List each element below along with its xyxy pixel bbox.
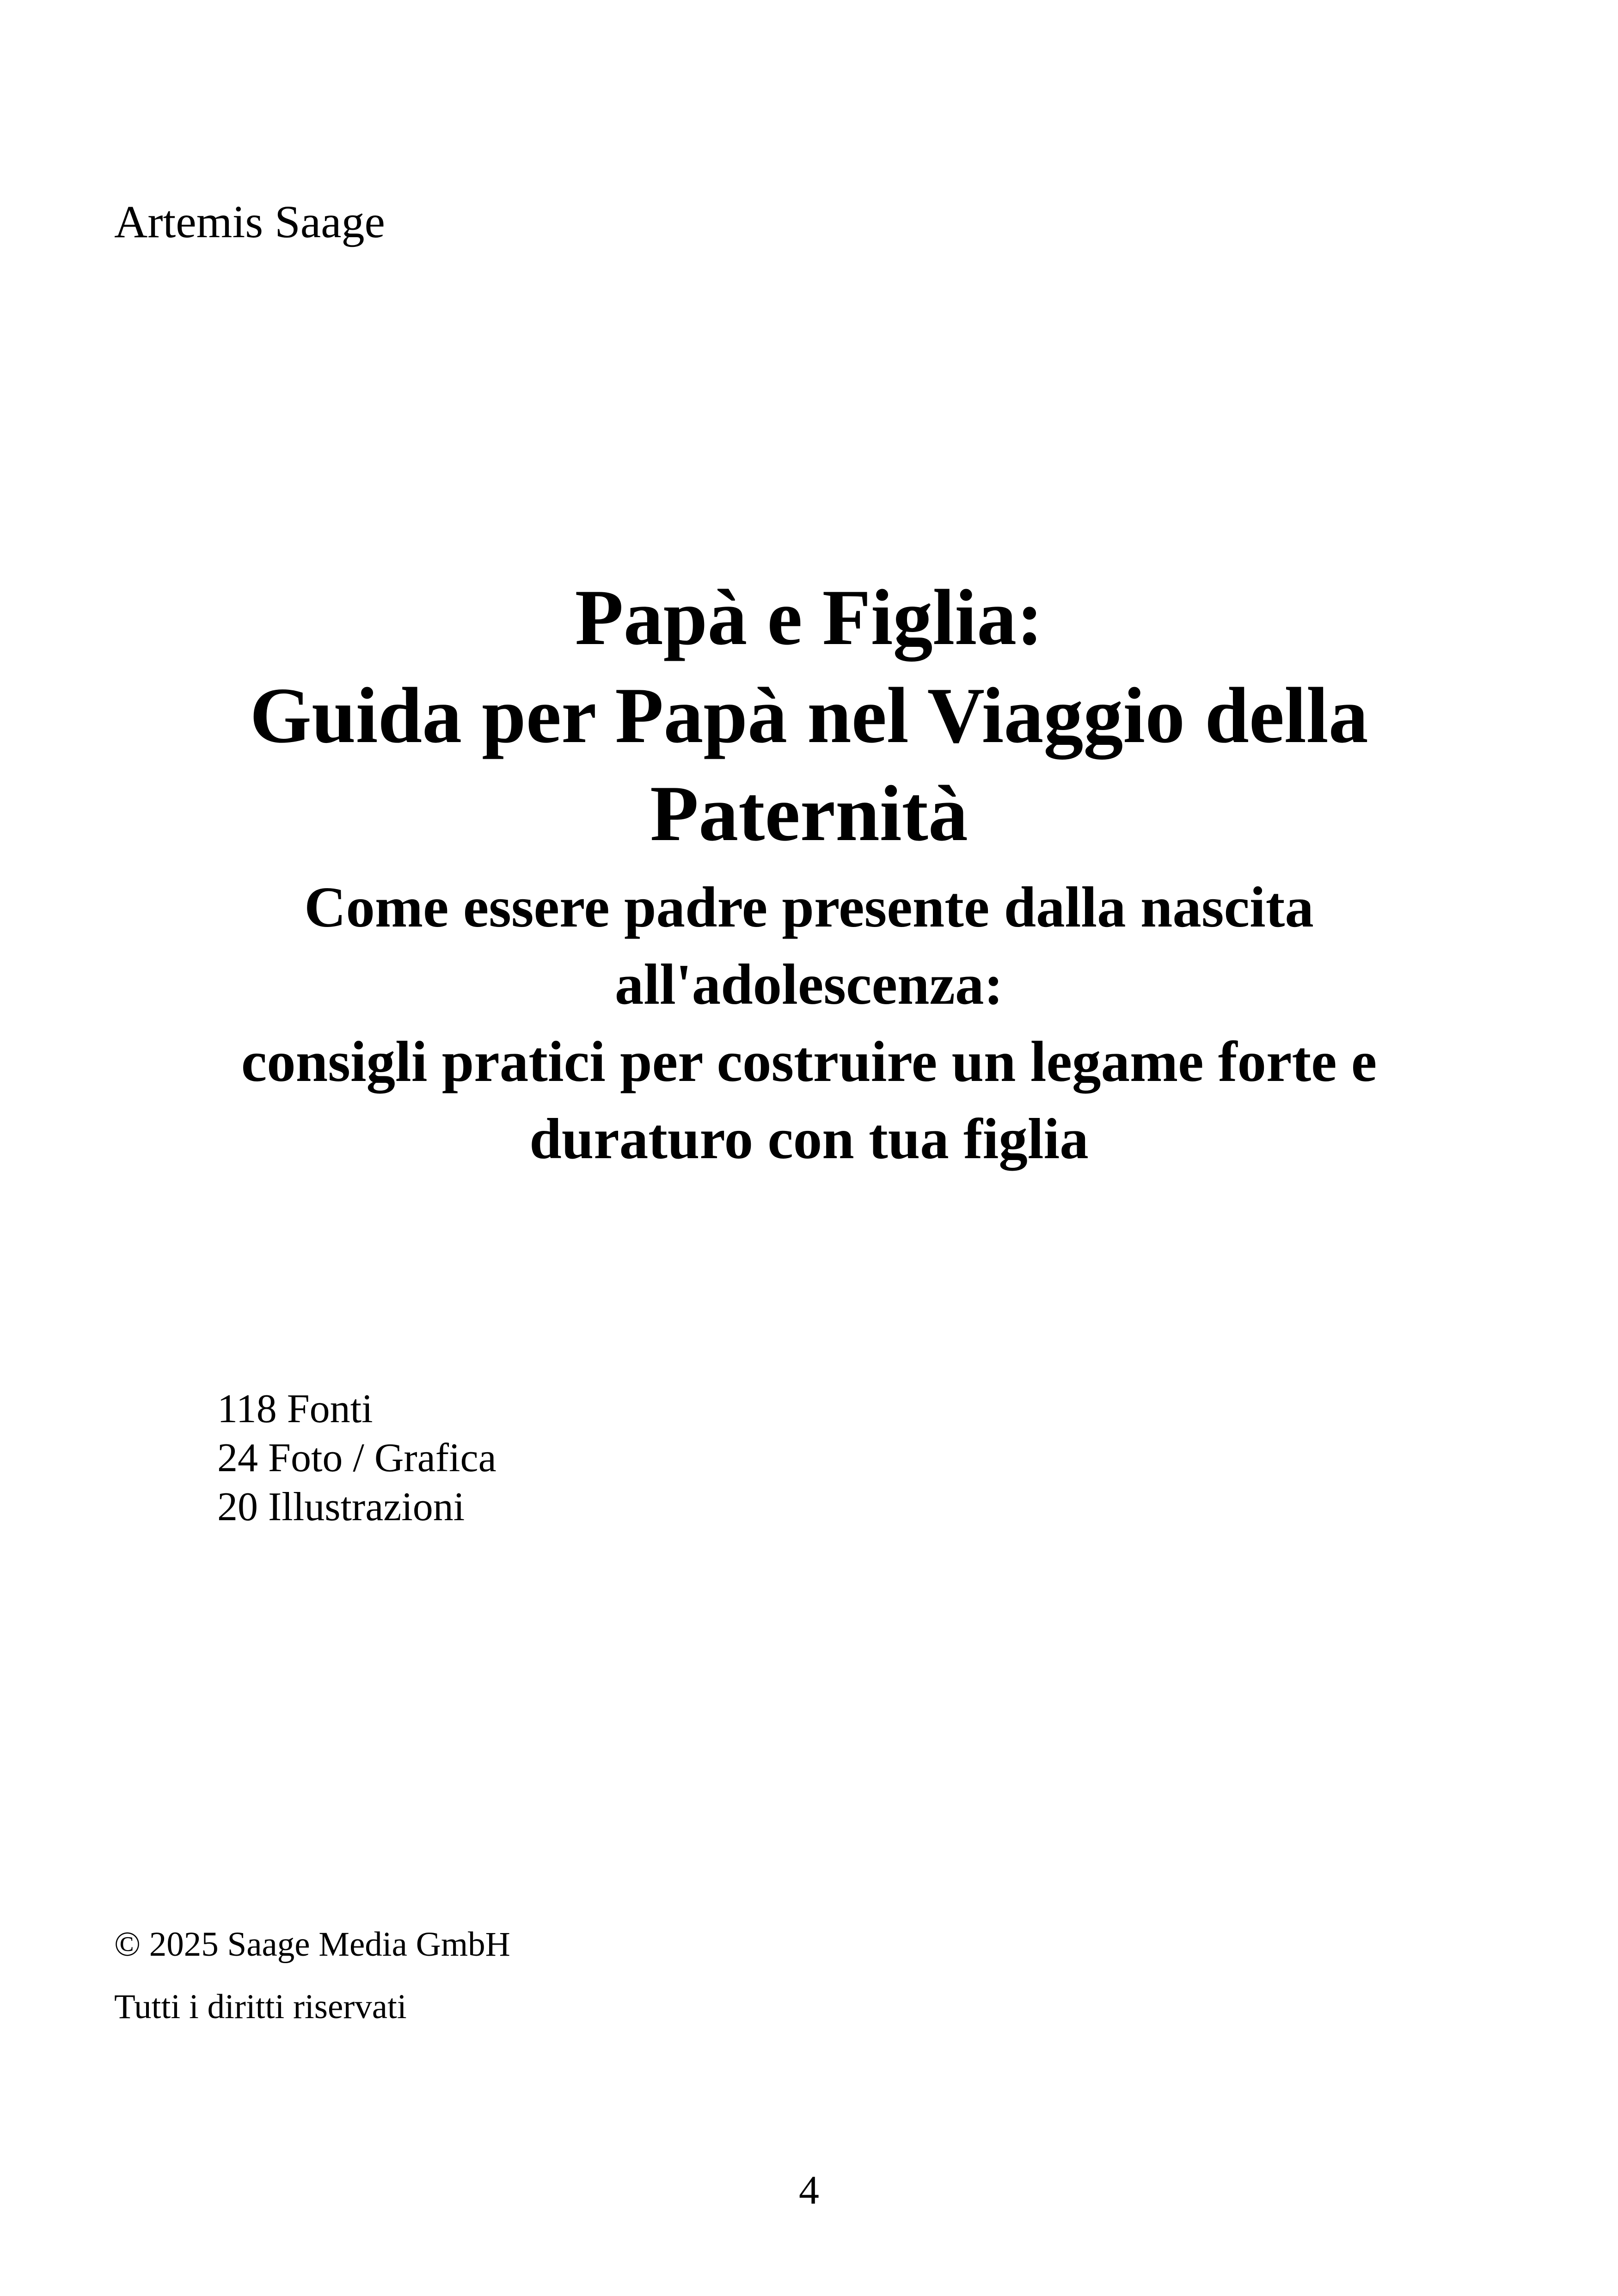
stat-sources: 118 Fonti — [217, 1387, 373, 1431]
subtitle-line: duraturo con tua figlia — [529, 1107, 1089, 1171]
title-line: Guida per Papà nel Viaggio della — [250, 672, 1368, 760]
author-name: Artemis Saage — [114, 196, 385, 247]
page-number: 4 — [799, 2168, 819, 2213]
title-line: Paternità — [650, 770, 968, 858]
stat-photos-graphics: 24 Foto / Grafica — [217, 1436, 496, 1480]
book-title — [92, 569, 1526, 863]
copyright-notice: © 2025 Saage Media GmbH — [114, 1925, 510, 1964]
book-stats — [217, 1385, 496, 1532]
stat-illustrations: 20 Illustrazioni — [217, 1485, 465, 1529]
subtitle-line: consigli pratici per costruire un legame forte e — [241, 1030, 1377, 1094]
subtitle-line: Come essere padre presente dalla nascita — [304, 876, 1314, 939]
title-line: Papà e Figlia: — [575, 574, 1043, 662]
subtitle-line: all'adolescenza: — [614, 953, 1004, 1017]
rights-notice: Tutti i diritti riservati — [114, 1988, 407, 2026]
book-subtitle — [92, 869, 1526, 1178]
